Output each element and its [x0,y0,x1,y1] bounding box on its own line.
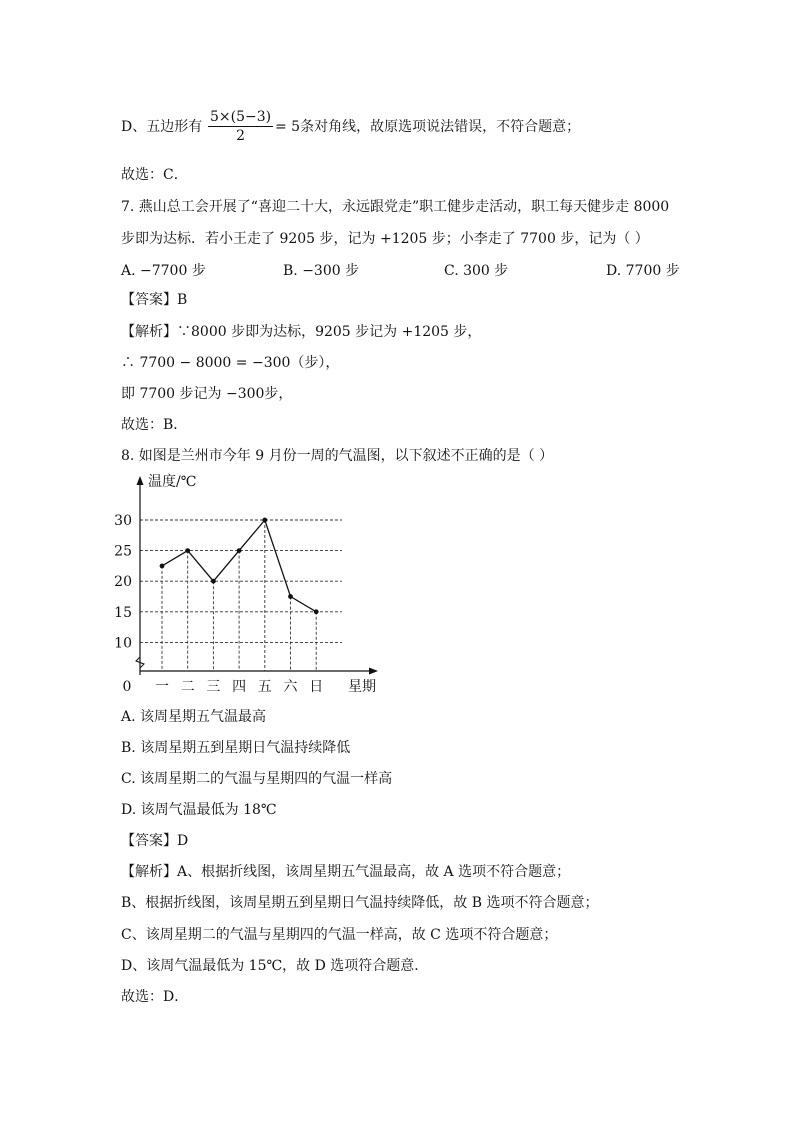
y-tick-label: 30 [114,513,132,529]
data-point [185,548,190,553]
chart-axes [136,476,378,675]
x-tick-label: 四 [232,679,247,695]
y-tick-label: 20 [114,574,132,591]
data-point [211,579,216,584]
fraction-numerator: 5×(5−3) [210,109,272,125]
chart-gridlines [140,520,342,642]
q7-question-line2: 步即为达标．若小王走了 9205 步，记为 +1205 步；小李走了 7700 步，记为（ ） [121,231,649,247]
q8-analysis-5: 故选：D． [121,989,189,1005]
data-point [262,518,267,523]
q7-analysis-1: 【解析】∵8000 步即为达标，9205 步记为 +1205 步， [121,324,482,340]
data-point [288,594,293,599]
data-point [237,548,242,553]
y-tick-label: 10 [114,635,132,652]
q8-option-a: A. 该周星期五气温最高 [121,709,267,725]
y-axis-arrow [137,476,144,485]
x-axis-arrow [369,668,378,675]
q8-option-c: C. 该周星期二的气温与星期四的气温一样高 [121,771,393,787]
chart-drop-lines [162,520,316,671]
x-tick-label: 三 [206,679,221,695]
q8-option-d: D. 该周气温最低为 18℃ [121,802,277,818]
q6-option-d [121,118,202,136]
x-tick-label: 日 [309,679,324,695]
q8-option-b: B. 该周星期五到星期日气温持续降低 [121,740,351,756]
q7-analysis-2: ∴ 7700 − 8000 = −300（步）， [121,355,340,371]
y-tick-label: 25 [114,543,132,560]
q8-question: 8. 如图是兰州市今年 9 月份一周的气温图，以下叙述不正确的是（ ） [121,448,554,464]
y-axis-label: 温度/℃ [148,474,197,490]
q8-analysis-2: B、根据折线图，该周星期五到星期日气温持续降低，故 B 选项不符合题意； [121,895,599,911]
fraction-denominator: 2 [236,128,246,144]
q8-analysis-3: C、该周星期二的气温与星期四的气温一样高，故 C 选项不符合题意； [121,927,558,943]
q8-analysis-4: D、该周气温最低为 15℃，故 D 选项符合题意． [121,958,429,974]
temperature-line-chart [110,472,400,697]
q6-d-suffix: = 5条对角线，故原选项说法错误，不符合题意； [275,119,581,135]
q7-option-a: A. −7700 步 [121,263,206,279]
q7-question-line1: 7. 燕山总工会开展了“喜迎二十大，永远跟党走”职工健步走活动，职工每天健步走 8000 [121,199,670,215]
q8-answer: 【答案】D [121,833,189,849]
x-axis-label: 星期 [348,679,376,695]
x-tick-label: 六 [283,679,298,695]
y-tick-label: 15 [114,604,132,621]
x-tick-label: 五 [257,679,272,695]
q6-choice: 故选：C． [121,167,188,183]
origin-label: 0 [122,679,132,695]
q7-option-b: B. −300 步 [283,263,360,279]
x-tick-label: 一 [155,679,169,695]
x-tick-label: 二 [180,679,195,695]
x-tick-labels [155,679,323,695]
q7-option-d: D. 7700 步 [606,263,680,279]
q7-analysis-4: 故选：B． [121,417,188,433]
q7-option-c: C. 300 步 [444,263,509,279]
q7-answer: 【答案】B [121,292,188,308]
data-point [314,609,319,614]
y-tick-labels [114,513,132,651]
q8-analysis-1: 【解析】A、根据折线图，该周星期五气温最高，故 A 选项不符合题意； [121,864,571,880]
data-point [160,564,165,569]
q7-analysis-3: 即 7700 步记为 −300步， [121,386,293,402]
q6-d-prefix: D、五边形有 [121,119,203,135]
q6-fraction [208,108,273,145]
